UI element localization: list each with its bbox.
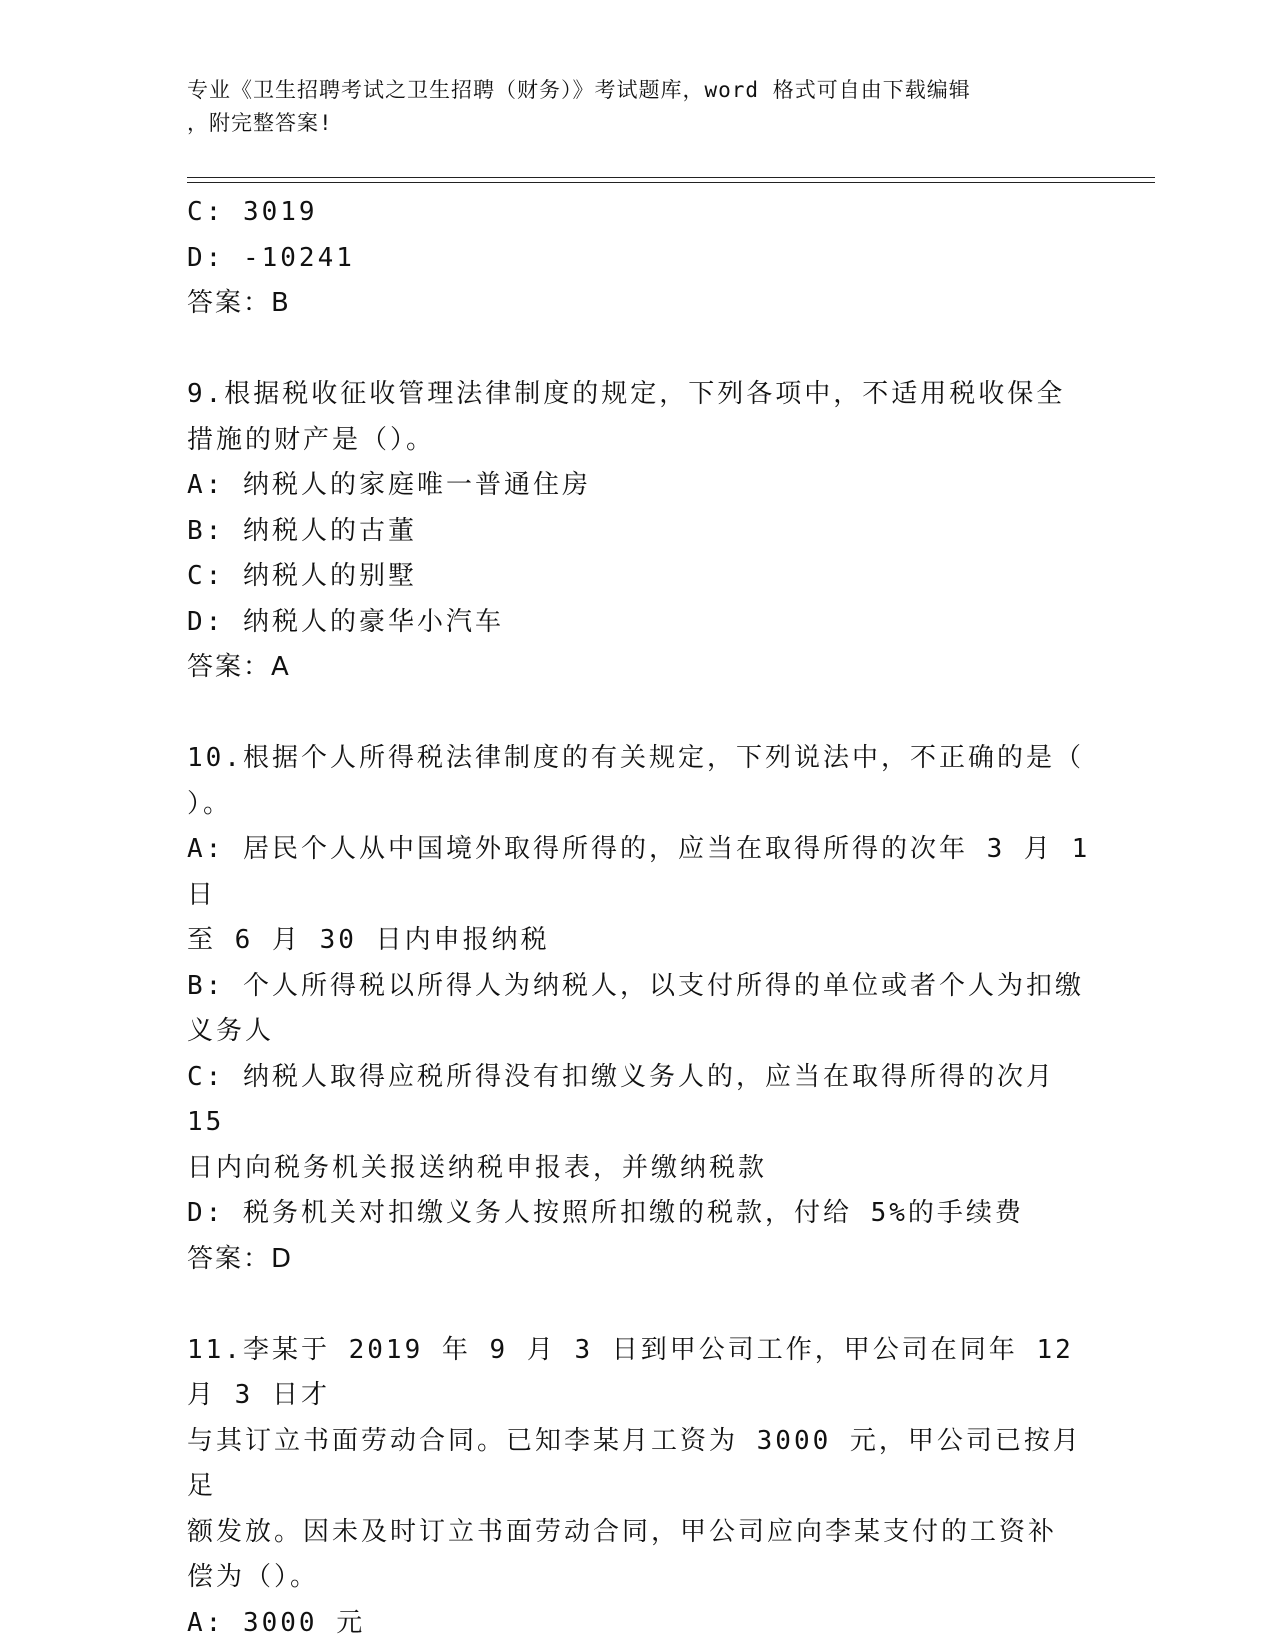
question-8-tail	[187, 190, 1092, 327]
option-a: A: 纳税人的家庭唯一普通住房	[187, 470, 591, 500]
option-b-cont: 义务人	[187, 1016, 275, 1046]
option-c: C: 3019	[187, 197, 318, 227]
header-line-1: 专业《卫生招聘考试之卫生招聘（财务）》考试题库，word 格式可自由下载编辑	[187, 78, 971, 102]
header-rule-bottom	[187, 182, 1155, 183]
question-text: 10.根据个人所得税法律制度的有关规定，下列说法中，不正确的是（	[187, 743, 1084, 773]
option-a: A: 居民个人从中国境外取得所得的，应当在取得所得的次年 3 月 1 日	[187, 834, 1109, 910]
question-text: 11.李某于 2019 年 9 月 3 日到甲公司工作，甲公司在同年 12 月 3 日才	[187, 1334, 1093, 1410]
header-rule-top	[187, 177, 1155, 178]
question-9	[187, 372, 1092, 691]
question-text: 9.根据税收征收管理法律制度的规定，下列各项中，不适用税收保全	[187, 379, 1066, 409]
header-line-2: ，附完整答案!	[187, 111, 333, 135]
answer: 答案：B	[187, 288, 291, 318]
question-10	[187, 736, 1109, 1282]
option-a-cont: 至 6 月 30 日内申报纳税	[187, 925, 550, 955]
option-b: B: 个人所得税以所得人为纳税人，以支付所得的单位或者个人为扣缴	[187, 970, 1084, 1001]
option-d: D: 税务机关对扣缴义务人按照所扣缴的税款，付给 5%的手续费	[187, 1198, 1024, 1228]
question-text: 与其订立书面劳动合同。已知李某月工资为 3000 元，甲公司已按月足	[187, 1425, 1082, 1501]
option-c: C: 纳税人取得应税所得没有扣缴义务人的，应当在取得所得的次月 15	[187, 1061, 1074, 1137]
document-body	[187, 190, 1109, 1646]
question-text: 措施的财产是（）。	[187, 424, 436, 455]
option-d: D: 纳税人的豪华小汽车	[187, 606, 504, 637]
document-header	[187, 74, 1087, 140]
answer: 答案：A	[187, 652, 291, 682]
question-11	[187, 1328, 1092, 1647]
option-d: D: -10241	[187, 242, 355, 273]
answer: 答案：D	[187, 1243, 294, 1274]
option-a: A: 3000 元	[187, 1607, 366, 1638]
question-text: 额发放。因未及时订立书面劳动合同，甲公司应向李某支付的工资补	[187, 1516, 1058, 1547]
option-c: C: 纳税人的别墅	[187, 561, 417, 591]
question-text: 偿为（）。	[187, 1562, 320, 1592]
option-b: B: 纳税人的古董	[187, 515, 417, 546]
option-c-cont: 日内向税务机关报送纳税申报表，并缴纳税款	[187, 1152, 768, 1183]
question-text: ）。	[187, 788, 233, 819]
